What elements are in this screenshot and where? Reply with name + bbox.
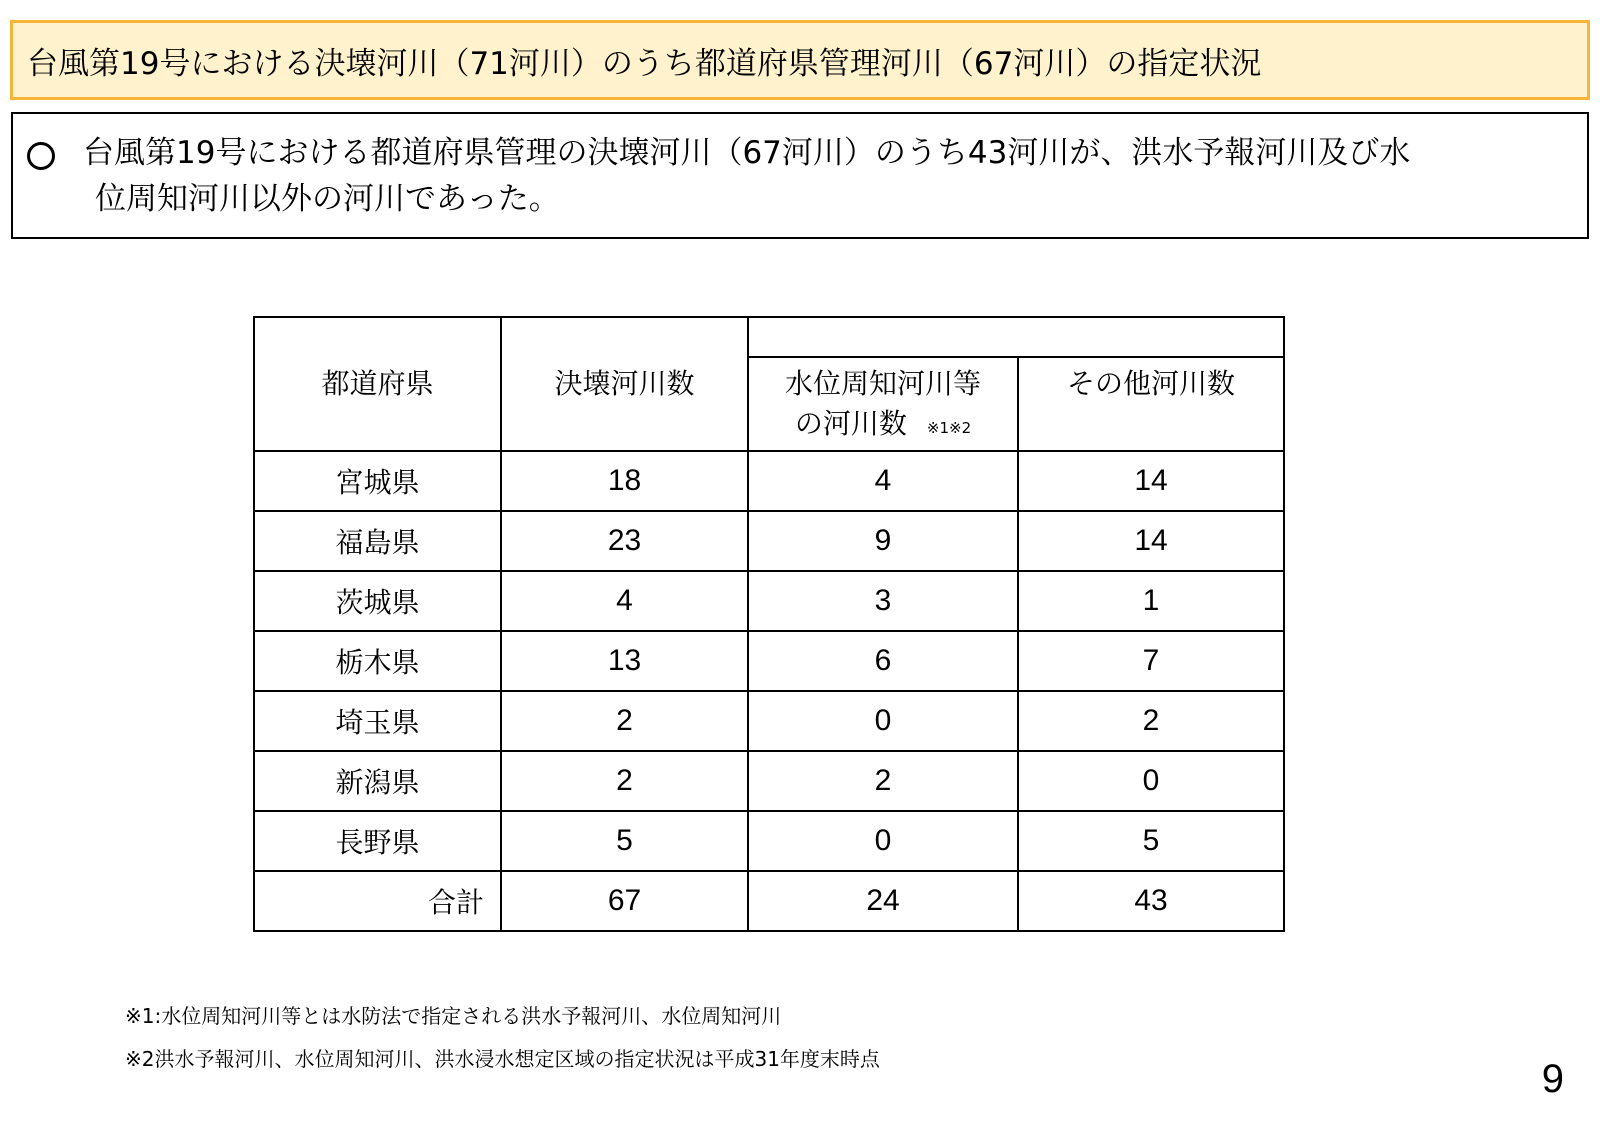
table-row <box>254 751 1284 811</box>
cell-total-breached: 67 <box>501 871 748 931</box>
cell-prefecture: 茨城県 <box>254 571 501 631</box>
cell-breached: 2 <box>501 691 748 751</box>
summary-box <box>11 112 1589 239</box>
header-other: その他河川数 <box>1018 357 1284 451</box>
table-row <box>254 631 1284 691</box>
cell-prefecture: 埼玉県 <box>254 691 501 751</box>
total-row <box>254 871 1284 931</box>
cell-breached: 4 <box>501 571 748 631</box>
footnote-1: ※1:水位周知河川等とは水防法で指定される洪水予報河川、水位周知河川 <box>125 1004 782 1028</box>
cell-breached: 18 <box>501 451 748 511</box>
cell-other: 1 <box>1018 571 1284 631</box>
cell-other: 5 <box>1018 811 1284 871</box>
header-prefecture: 都道府県 <box>254 317 501 451</box>
cell-prefecture: 新潟県 <box>254 751 501 811</box>
cell-notified: 0 <box>748 811 1018 871</box>
header-notified-line-2: の河川数 ※1※2 <box>794 407 972 440</box>
cell-notified: 3 <box>748 571 1018 631</box>
hollow-circle-icon <box>27 142 55 170</box>
header-group-spacer <box>748 317 1284 357</box>
cell-total-notified: 24 <box>748 871 1018 931</box>
cell-notified: 0 <box>748 691 1018 751</box>
river-designation-table <box>253 316 1285 932</box>
page-title <box>10 20 1590 100</box>
cell-prefecture: 福島県 <box>254 511 501 571</box>
header-notified-line-1: 水位周知河川等 <box>784 367 981 400</box>
header-breached: 決壊河川数 <box>501 317 748 451</box>
cell-breached: 23 <box>501 511 748 571</box>
cell-notified: 6 <box>748 631 1018 691</box>
page-title-text: 台風第19号における決壊河川（71河川）のうち都道府県管理河川（67河川）の指定状況 <box>27 45 1262 82</box>
table-row <box>254 571 1284 631</box>
page-number: 9 <box>1541 1057 1564 1101</box>
cell-other: 7 <box>1018 631 1284 691</box>
summary-text <box>83 130 1573 222</box>
cell-total-other: 43 <box>1018 871 1284 931</box>
cell-other: 14 <box>1018 511 1284 571</box>
table-row <box>254 511 1284 571</box>
cell-other: 2 <box>1018 691 1284 751</box>
summary-line-1: 台風第19号における都道府県管理の決壊河川（67河川）のうち43河川が、洪水予報河川及び水 <box>83 135 1411 171</box>
cell-breached: 13 <box>501 631 748 691</box>
cell-breached: 5 <box>501 811 748 871</box>
header-notified-note: ※1※2 <box>926 419 972 437</box>
cell-prefecture: 栃木県 <box>254 631 501 691</box>
cell-notified: 4 <box>748 451 1018 511</box>
cell-prefecture: 宮城県 <box>254 451 501 511</box>
cell-prefecture: 長野県 <box>254 811 501 871</box>
table-row <box>254 691 1284 751</box>
header-notified <box>748 357 1018 451</box>
cell-total-label: 合計 <box>254 871 501 931</box>
table-row <box>254 811 1284 871</box>
cell-breached: 2 <box>501 751 748 811</box>
cell-other: 14 <box>1018 451 1284 511</box>
cell-notified: 9 <box>748 511 1018 571</box>
summary-line-2: 位周知河川以外の河川であった。 <box>95 181 560 217</box>
cell-other: 0 <box>1018 751 1284 811</box>
footnote-2: ※2洪水予報河川、水位周知河川、洪水浸水想定区域の指定状況は平成31年度末時点 <box>125 1047 880 1071</box>
cell-notified: 2 <box>748 751 1018 811</box>
table-row <box>254 451 1284 511</box>
